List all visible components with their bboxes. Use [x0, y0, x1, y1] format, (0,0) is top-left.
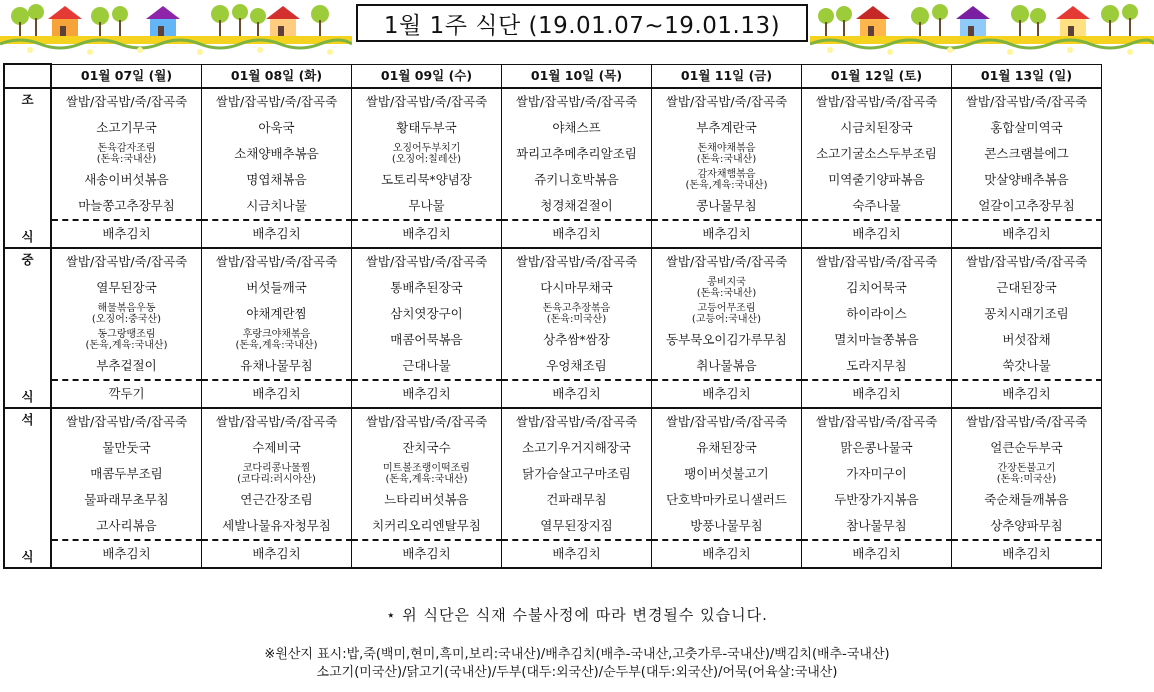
menu-item: 부추겉절이	[51, 353, 202, 380]
menu-item: 쌀밥/잡곡밥/죽/잡곡죽	[51, 248, 202, 275]
menu-item: 쌀밥/잡곡밥/죽/잡곡죽	[202, 248, 352, 275]
menu-item: 배추김치	[51, 540, 202, 568]
day-header: 01월 12일 (토)	[802, 64, 952, 88]
menu-item: 새송이버섯볶음	[51, 167, 202, 193]
menu-item: 쌀밥/잡곡밥/죽/잡곡죽	[952, 88, 1102, 115]
menu-item: 깍두기	[51, 380, 202, 408]
menu-item: 콩나물무침	[652, 193, 802, 220]
menu-item: 돈채야채볶음 (돈육:국내산)	[652, 141, 802, 167]
menu-item: 코다리콩나물찜 (코다리:러시아산)	[202, 461, 352, 487]
meal-label-bottom: 식	[21, 388, 34, 404]
menu-item: 무나물	[352, 193, 502, 220]
menu-item: 배추김치	[952, 380, 1102, 408]
menu-item: 황태두부국	[352, 115, 502, 141]
menu-item: 쌀밥/잡곡밥/죽/잡곡죽	[202, 88, 352, 115]
menu-item: 쌀밥/잡곡밥/죽/잡곡죽	[802, 248, 952, 275]
menu-item: 배추김치	[502, 220, 652, 248]
menu-item: 쌀밥/잡곡밥/죽/잡곡죽	[952, 408, 1102, 435]
menu-item: 야채스프	[502, 115, 652, 141]
change-notice: ⋆ 위 식단은 식재 수불사정에 따라 변경될수 있습니다.	[386, 606, 768, 624]
menu-item: 쌀밥/잡곡밥/죽/잡곡죽	[352, 248, 502, 275]
menu-item: 연근간장조림	[202, 487, 352, 513]
page-title: 1월 1주 식단 (19.01.07~19.01.13)	[383, 12, 781, 39]
menu-item: 꽁치시래기조림	[952, 301, 1102, 327]
menu-row	[4, 461, 1102, 487]
menu-row	[4, 487, 1102, 513]
menu-item: 매콤두부조림	[51, 461, 202, 487]
menu-row	[4, 248, 1102, 275]
menu-item: 잔치국수	[352, 435, 502, 461]
menu-item: 삼치엿장구이	[352, 301, 502, 327]
menu-item: 쌀밥/잡곡밥/죽/잡곡죽	[652, 248, 802, 275]
menu-item: 배추김치	[802, 220, 952, 248]
menu-item: 미트볼조랭이떡조림 (돈육,계육:국내산)	[352, 461, 502, 487]
meal-label-lunch	[4, 248, 51, 408]
menu-item: 배추김치	[952, 540, 1102, 568]
menu-item: 배추김치	[652, 380, 802, 408]
menu-item: 쌀밥/잡곡밥/죽/잡곡죽	[502, 248, 652, 275]
menu-item: 쌀밥/잡곡밥/죽/잡곡죽	[802, 88, 952, 115]
menu-item: 쌀밥/잡곡밥/죽/잡곡죽	[51, 408, 202, 435]
weekly-menu-table	[3, 63, 1102, 569]
day-header: 01월 11일 (금)	[652, 64, 802, 88]
village-illustration-right	[810, 0, 1154, 58]
menu-item: 배추김치	[802, 380, 952, 408]
menu-item: 김치어묵국	[802, 275, 952, 301]
menu-item: 닭가슴살고구마조림	[502, 461, 652, 487]
meal-label-text	[5, 253, 50, 403]
meal-label-top: 석	[21, 411, 34, 427]
menu-item: 간장돈불고기 (돈육:미국산)	[952, 461, 1102, 487]
menu-item: 홍합살미역국	[952, 115, 1102, 141]
menu-item: 돈육고추장볶음 (돈육:미국산)	[502, 301, 652, 327]
menu-item: 매콤어묵볶음	[352, 327, 502, 353]
menu-item: 배추김치	[952, 220, 1102, 248]
meal-label-top: 조	[21, 91, 34, 107]
menu-item: 오징어두부치기 (오징어:칠레산)	[352, 141, 502, 167]
menu-item: 배추김치	[502, 380, 652, 408]
menu-item: 배추김치	[352, 540, 502, 568]
menu-item: 단호박마카로니샐러드	[652, 487, 802, 513]
menu-item: 유채나물무침	[202, 353, 352, 380]
menu-row	[4, 327, 1102, 353]
menu-item: 수제비국	[202, 435, 352, 461]
menu-item: 근대나물	[352, 353, 502, 380]
menu-item: 야채계란찜	[202, 301, 352, 327]
day-header: 01월 08일 (화)	[202, 64, 352, 88]
menu-item: 미역줄기양파볶음	[802, 167, 952, 193]
menu-item: 상추쌈*쌈장	[502, 327, 652, 353]
day-header-row	[4, 64, 1102, 88]
menu-item: 가자미구이	[802, 461, 952, 487]
menu-item: 배추김치	[652, 220, 802, 248]
menu-item: 쌀밥/잡곡밥/죽/잡곡죽	[202, 408, 352, 435]
menu-item: 물만둣국	[51, 435, 202, 461]
menu-row	[4, 301, 1102, 327]
menu-item: 부추계란국	[652, 115, 802, 141]
menu-item: 숙주나물	[802, 193, 952, 220]
day-header: 01월 10일 (목)	[502, 64, 652, 88]
menu-item: 쌀밥/잡곡밥/죽/잡곡죽	[51, 88, 202, 115]
menu-row	[4, 408, 1102, 435]
menu-item: 취나물볶음	[652, 353, 802, 380]
corner-cell	[4, 64, 51, 88]
menu-item: 쌀밥/잡곡밥/죽/잡곡죽	[952, 248, 1102, 275]
menu-item: 얼큰순두부국	[952, 435, 1102, 461]
meal-label-bottom: 식	[21, 228, 34, 244]
menu-item: 두반장가지볶음	[802, 487, 952, 513]
menu-item: 죽순채들깨볶음	[952, 487, 1102, 513]
menu-item: 배추김치	[202, 540, 352, 568]
menu-item: 우엉채조림	[502, 353, 652, 380]
menu-item: 도라지무침	[802, 353, 952, 380]
menu-item: 명엽채볶음	[202, 167, 352, 193]
menu-item: 느타리버섯볶음	[352, 487, 502, 513]
menu-item: 소고기굴소스두부조림	[802, 141, 952, 167]
menu-row	[4, 141, 1102, 167]
menu-item: 배추김치	[502, 540, 652, 568]
menu-item: 시금치된장국	[802, 115, 952, 141]
origin-line-1: ※원산지 표시:밥,죽(백미,현미,흑미,보리:국내산)/배추김치(배추-국내산,고춧가루-국내산)/백김치(배추-국내산)	[264, 647, 890, 662]
origin-notice	[0, 646, 1154, 682]
menu-item: 해물볶음우동 (오징어:중국산)	[51, 301, 202, 327]
menu-item: 맛살양배추볶음	[952, 167, 1102, 193]
menu-title-box	[356, 4, 808, 42]
menu-item: 얼갈이고추장무침	[952, 193, 1102, 220]
menu-item: 소채양배추볶음	[202, 141, 352, 167]
menu-item: 하이라이스	[802, 301, 952, 327]
menu-item: 청경채겉절이	[502, 193, 652, 220]
menu-item: 세발나물유자청무침	[202, 513, 352, 540]
menu-item: 쌀밥/잡곡밥/죽/잡곡죽	[352, 408, 502, 435]
meal-label-top: 중	[21, 251, 34, 267]
menu-item: 배추김치	[202, 380, 352, 408]
menu-item: 치커리오리엔탈무침	[352, 513, 502, 540]
menu-item: 쑥갓나물	[952, 353, 1102, 380]
menu-item: 마늘쫑고추장무침	[51, 193, 202, 220]
menu-item: 동그랑땡조림 (돈육,계육:국내산)	[51, 327, 202, 353]
menu-item: 열무된장국	[51, 275, 202, 301]
menu-row	[4, 353, 1102, 380]
menu-item: 유채된장국	[652, 435, 802, 461]
menu-item: 배추김치	[202, 220, 352, 248]
menu-item: 버섯잡채	[952, 327, 1102, 353]
meal-label-dinner	[4, 408, 51, 568]
meal-label-breakfast	[4, 88, 51, 248]
menu-item: 배추김치	[802, 540, 952, 568]
menu-item: 다시마무채국	[502, 275, 652, 301]
menu-item: 물파래무초무침	[51, 487, 202, 513]
menu-item: 상추양파무침	[952, 513, 1102, 540]
menu-item: 고사리볶음	[51, 513, 202, 540]
menu-item: 건파래무침	[502, 487, 652, 513]
origin-line-2: 소고기(미국산)/닭고기(국내산)/두부(대두:외국산)/순두부(대두:외국산)/어묵(어육살:국내산)	[316, 665, 838, 680]
menu-row	[4, 435, 1102, 461]
menu-item: 시금치나물	[202, 193, 352, 220]
menu-item: 소고기우거지해장국	[502, 435, 652, 461]
menu-grid	[3, 63, 1102, 569]
menu-item: 참나물무침	[802, 513, 952, 540]
day-header: 01월 13일 (일)	[952, 64, 1102, 88]
menu-item: 도토리묵*양념장	[352, 167, 502, 193]
menu-row	[4, 380, 1102, 408]
menu-item: 쌀밥/잡곡밥/죽/잡곡죽	[502, 408, 652, 435]
menu-item: 근대된장국	[952, 275, 1102, 301]
menu-item: 방풍나물무침	[652, 513, 802, 540]
menu-item: 소고기무국	[51, 115, 202, 141]
menu-item: 배추김치	[652, 540, 802, 568]
menu-item: 후랑크야채볶음 (돈육,계육:국내산)	[202, 327, 352, 353]
menu-item: 열무된장지짐	[502, 513, 652, 540]
menu-item: 쌀밥/잡곡밥/죽/잡곡죽	[652, 88, 802, 115]
menu-item: 쌀밥/잡곡밥/죽/잡곡죽	[352, 88, 502, 115]
menu-row	[4, 167, 1102, 193]
menu-row	[4, 193, 1102, 220]
menu-item: 콩비지국 (돈육:국내산)	[652, 275, 802, 301]
header-banner	[0, 0, 1154, 58]
meal-label-bottom: 식	[21, 548, 34, 564]
menu-item: 맑은콩나물국	[802, 435, 952, 461]
menu-item: 배추김치	[352, 380, 502, 408]
menu-item: 꽈리고추메추리알조림	[502, 141, 652, 167]
menu-item: 배추김치	[51, 220, 202, 248]
menu-item: 콘스크램블에그	[952, 141, 1102, 167]
meal-label-text	[5, 93, 50, 243]
menu-row	[4, 513, 1102, 540]
menu-item: 고등어무조림 (고등어:국내산)	[652, 301, 802, 327]
meal-label-text	[5, 413, 50, 563]
day-header: 01월 07일 (월)	[51, 64, 202, 88]
menu-item: 통배추된장국	[352, 275, 502, 301]
village-illustration-left	[0, 0, 352, 58]
menu-row	[4, 275, 1102, 301]
menu-row	[4, 540, 1102, 568]
menu-item: 아욱국	[202, 115, 352, 141]
menu-item: 쌀밥/잡곡밥/죽/잡곡죽	[652, 408, 802, 435]
menu-item: 쌀밥/잡곡밥/죽/잡곡죽	[502, 88, 652, 115]
menu-item: 멸치마늘쫑볶음	[802, 327, 952, 353]
menu-item: 배추김치	[352, 220, 502, 248]
menu-row	[4, 220, 1102, 248]
menu-item: 팽이버섯불고기	[652, 461, 802, 487]
menu-row	[4, 88, 1102, 115]
menu-item: 버섯들깨국	[202, 275, 352, 301]
menu-row	[4, 115, 1102, 141]
menu-item: 돈육감자조림 (돈육:국내산)	[51, 141, 202, 167]
day-header: 01월 09일 (수)	[352, 64, 502, 88]
menu-item: 쌀밥/잡곡밥/죽/잡곡죽	[802, 408, 952, 435]
menu-item: 감자채햄볶음 (돈육,계육:국내산)	[652, 167, 802, 193]
menu-item: 동부묵오이김가루무침	[652, 327, 802, 353]
menu-item: 쥬키니호박볶음	[502, 167, 652, 193]
